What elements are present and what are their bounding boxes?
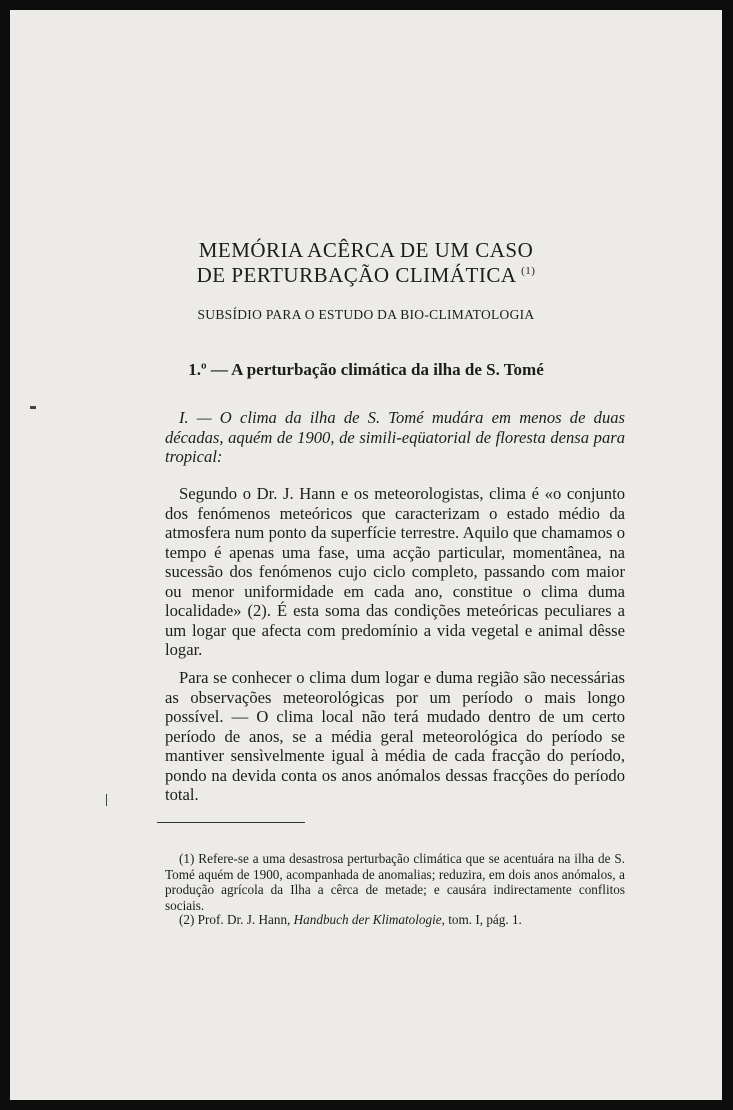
- document-page: [10, 10, 722, 1100]
- body-paragraph-1: Segundo o Dr. J. Hann e os meteorologistas, clima é «o conjunto dos fenómenos meteóricos que caracterizam o estado médio da atmosfera num ponto da superfície terrestre. Aquilo que chamamos o tempo é apenas uma fase, uma acção particular, momentânea, na sucessão dos fenómenos cujo ciclo completo, passando com maior ou menor uniformidade em cada ano, constitue o clima duma localidade» (2). É esta soma das condições meteóricas peculiares a um logar que afecta com predomínio a vida vegetal e animal dêsse logar.: [165, 484, 625, 659]
- title-footnote-ref[interactable]: (1): [521, 265, 536, 277]
- body-paragraph-2: Para se conhecer o clima dum logar e duma região são necessárias as observações meteorológicas por um período o mais longo possível. — O clima local não terá mudado dentro de um certo período de anos, se a média geral meteorológica do período se mantiver sensìvelmente igual à média de cada fracção do período, pondo na devida conta os anos anómalos dessas fracções do período total.: [165, 668, 625, 804]
- title-line-2: [10, 263, 722, 288]
- title-line-2-text: DE PERTURBAÇÃO CLIMÁTICA: [196, 263, 516, 287]
- margin-mark-left: [106, 794, 107, 806]
- footnote-2-prefix: (2) Prof. Dr. J. Hann,: [179, 912, 291, 927]
- title-line-1: MEMÓRIA ACÊRCA DE UM CASO: [198, 238, 534, 262]
- section-heading: 1.º — A perturbação climática da ilha de S. Tomé: [188, 360, 544, 379]
- subtitle: SUBSÍDIO PARA O ESTUDO DA BIO-CLIMATOLOGIA: [197, 307, 535, 322]
- footnote-1: (1) Refere-se a uma desastrosa perturbação climática que se acentuára na ilha de S. Tomé aquém de 1900, acompanhada de anomalias; reduzira, em dois anos anómalos, a produção agrícola da Ilha a cêrca de metade; e causára indirectamente conflitos sociais.: [165, 851, 625, 913]
- margin-mark-left-upper: [30, 406, 36, 409]
- italic-paragraph: I. — O clima da ilha de S. Tomé mudára em menos de duas décadas, aquém de 1900, de simili-eqüatorial de floresta densa para tropical:: [165, 408, 625, 466]
- footnote-divider: [157, 822, 305, 823]
- footnote-2-title: Handbuch der Klimatologie: [293, 912, 442, 927]
- footnote-2: [165, 912, 625, 928]
- footnote-2-suffix: , tom. I, pág. 1.: [441, 912, 522, 927]
